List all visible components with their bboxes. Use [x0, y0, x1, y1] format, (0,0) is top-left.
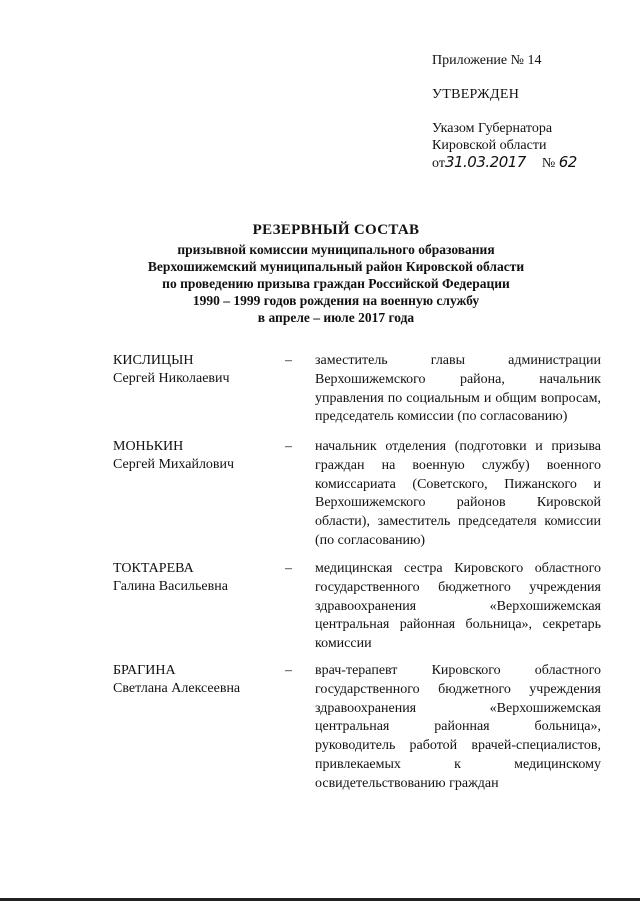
decree-line-1: Указом Губернатора	[432, 121, 553, 136]
member-role: начальник отделения (подготовки и призыва граждан на военную службу) военного комиссариата (Советского, Пижанского и Верхошижемского районов Кировской области), заместитель председателя комиссии (по согласованию)	[315, 439, 601, 548]
heading-line-2: Верхошижемский муниципальный район Кировской области	[147, 259, 525, 274]
member-dash: –	[285, 663, 292, 678]
decree-line-2: Кировской области	[432, 138, 547, 153]
member-first-names: Сергей Михайлович	[113, 457, 235, 472]
member-dash: –	[285, 561, 292, 576]
member-first-names: Галина Васильевна	[113, 579, 228, 594]
handwritten-date: 31.03.2017	[444, 153, 526, 171]
member-role: заместитель главы администрации Верхошижемского района, начальник управления по социальным и общим вопросам, председатель комиссии (по согласованию)	[315, 353, 601, 425]
member-surname: ТОКТАРЕВА	[113, 561, 194, 576]
heading-line-1: призывной комиссии муниципального образования	[177, 242, 495, 257]
member-surname: МОНЬКИН	[113, 439, 184, 454]
member-first-names: Сергей Николаевич	[113, 371, 230, 386]
appendix-label: Приложение № 14	[432, 53, 542, 68]
date-prefix: от	[432, 156, 445, 171]
heading-line-4: 1990 – 1999 годов рождения на военную службу	[192, 293, 480, 308]
member-name	[113, 438, 283, 474]
member-dash: –	[285, 439, 292, 454]
heading-line-3: по проведению призыва граждан Российской Федерации	[162, 276, 510, 291]
member-surname: КИСЛИЦЫН	[113, 353, 194, 368]
member-name	[113, 560, 283, 596]
member-surname: БРАГИНА	[113, 663, 176, 678]
member-dash: –	[285, 353, 292, 368]
handwritten-number: 62	[558, 153, 577, 171]
scan-bottom-edge	[0, 898, 640, 901]
member-name	[113, 662, 283, 698]
decree-date-line	[432, 154, 577, 172]
heading-title: РЕЗЕРВНЫЙ СОСТАВ	[252, 222, 420, 238]
decree-reference	[432, 120, 577, 172]
document-heading	[96, 222, 576, 326]
approved-stamp-text: УТВЕРЖДЕН	[432, 87, 520, 102]
number-prefix: №	[541, 156, 556, 171]
member-role: врач-терапевт Кировского областного государственного бюджетного учреждения здравоохранения «Верхошижемская центральная районная больница», руководитель работой врачей-специалистов, привлекаемых к медицинскому освидетельствованию граждан	[315, 663, 601, 791]
member-name	[113, 352, 283, 388]
member-first-names: Светлана Алексеевна	[113, 681, 241, 696]
member-role: медицинская сестра Кировского областного государственного бюджетного учреждения здравоохранения «Верхошижемская центральная районная больница», секретарь комиссии	[315, 561, 601, 652]
heading-line-5: в апреле – июле 2017 года	[257, 310, 415, 325]
